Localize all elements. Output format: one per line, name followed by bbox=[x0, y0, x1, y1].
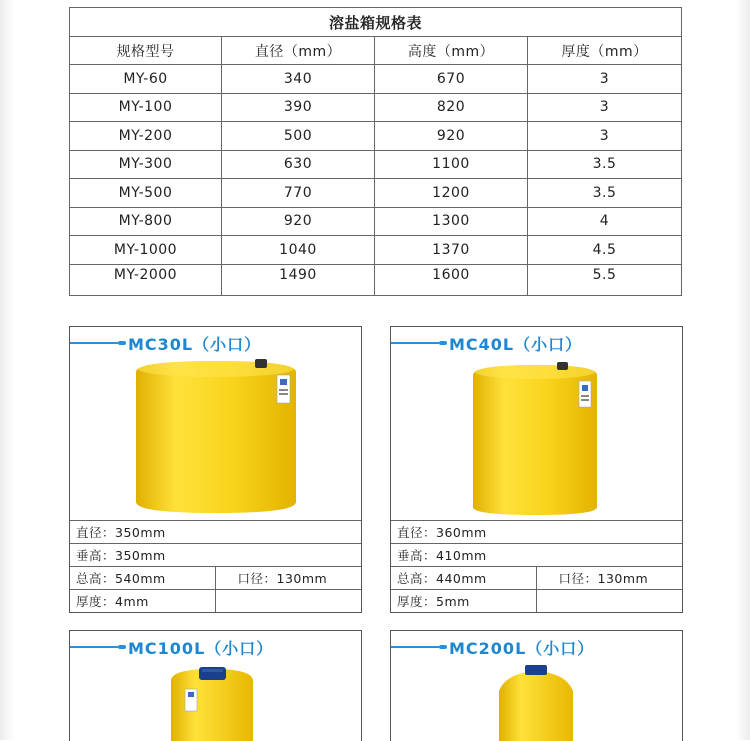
card-title: MC40L（小口） bbox=[449, 335, 583, 354]
accent-line-end bbox=[439, 645, 447, 649]
accent-line bbox=[70, 646, 118, 648]
vertical-height-text: 垂高：410mm bbox=[391, 544, 682, 567]
card-spec-table bbox=[70, 520, 361, 612]
cell-height: 1200 bbox=[375, 179, 528, 208]
table-row bbox=[70, 93, 682, 122]
cell-model: MY-1000 bbox=[70, 236, 222, 265]
cell-model: MY-100 bbox=[70, 93, 222, 122]
yellow-tank-icon bbox=[70, 357, 361, 520]
cell-model: MY-300 bbox=[70, 150, 222, 179]
opening-text: 口径：130mm bbox=[215, 567, 361, 590]
tank-image bbox=[70, 357, 361, 520]
cell-model: MY-60 bbox=[70, 65, 222, 94]
cell-diameter: 340 bbox=[222, 65, 375, 94]
accent-line-end bbox=[439, 341, 447, 345]
cell-diameter: 630 bbox=[222, 150, 375, 179]
accent-line-end bbox=[118, 645, 126, 649]
cell-diameter: 1040 bbox=[222, 236, 375, 265]
total-height-text: 总高：540mm bbox=[70, 567, 215, 590]
cell-diameter: 920 bbox=[222, 207, 375, 236]
total-height-text: 总高：440mm bbox=[391, 567, 536, 590]
cell-height: 920 bbox=[375, 122, 528, 151]
cell-thickness: 4 bbox=[528, 207, 682, 236]
empty-cell bbox=[215, 590, 361, 613]
card-title: MC200L（小口） bbox=[449, 639, 595, 658]
yellow-tank-icon bbox=[70, 661, 361, 741]
table-row bbox=[70, 236, 682, 265]
accent-line bbox=[70, 342, 118, 344]
cell-thickness: 3 bbox=[528, 122, 682, 151]
cell-height: 1300 bbox=[375, 207, 528, 236]
diameter-text: 直径：350mm bbox=[70, 521, 361, 544]
cell-height: 670 bbox=[375, 65, 528, 94]
card-spec-table bbox=[391, 520, 682, 612]
accent-line-end bbox=[118, 341, 126, 345]
accent-line bbox=[391, 342, 439, 344]
diameter-text: 直径：360mm bbox=[391, 521, 682, 544]
product-card-mc30l bbox=[69, 326, 362, 613]
cell-model: MY-800 bbox=[70, 207, 222, 236]
tank-image bbox=[391, 357, 682, 520]
cell-thickness: 3.5 bbox=[528, 179, 682, 208]
right-edge-shade bbox=[736, 0, 750, 740]
header-height: 高度（mm） bbox=[375, 37, 528, 65]
cell-thickness: 3.5 bbox=[528, 150, 682, 179]
card-header bbox=[391, 327, 682, 357]
cell-diameter: 1490 bbox=[222, 264, 375, 295]
thickness-text: 厚度：5mm bbox=[391, 590, 536, 613]
table-row bbox=[70, 207, 682, 236]
cell-thickness: 5.5 bbox=[528, 264, 682, 295]
cell-height: 1600 bbox=[375, 264, 528, 295]
vertical-height-text: 垂高：350mm bbox=[70, 544, 361, 567]
header-thickness: 厚度（mm） bbox=[528, 37, 682, 65]
cell-model: MY-500 bbox=[70, 179, 222, 208]
opening-text: 口径：130mm bbox=[536, 567, 682, 590]
cell-diameter: 390 bbox=[222, 93, 375, 122]
spec-table bbox=[69, 7, 682, 296]
card-header bbox=[391, 631, 682, 661]
card-title: MC30L（小口） bbox=[128, 335, 262, 354]
thickness-text: 厚度：4mm bbox=[70, 590, 215, 613]
table-row bbox=[70, 264, 682, 295]
header-model: 规格型号 bbox=[70, 37, 222, 65]
cell-height: 1370 bbox=[375, 236, 528, 265]
header-diameter: 直径（mm） bbox=[222, 37, 375, 65]
product-card-mc100l bbox=[69, 630, 362, 741]
table-row bbox=[70, 65, 682, 94]
product-card-mc40l bbox=[390, 326, 683, 613]
cell-diameter: 500 bbox=[222, 122, 375, 151]
left-edge-shade bbox=[0, 0, 14, 740]
cell-height: 1100 bbox=[375, 150, 528, 179]
table-row bbox=[70, 179, 682, 208]
table-row bbox=[70, 122, 682, 151]
cell-model: MY-200 bbox=[70, 122, 222, 151]
yellow-tank-icon bbox=[391, 357, 682, 520]
cell-diameter: 770 bbox=[222, 179, 375, 208]
yellow-tank-icon bbox=[391, 661, 682, 741]
card-title: MC100L（小口） bbox=[128, 639, 274, 658]
cell-thickness: 4.5 bbox=[528, 236, 682, 265]
cell-thickness: 3 bbox=[528, 65, 682, 94]
cell-thickness: 3 bbox=[528, 93, 682, 122]
empty-cell bbox=[536, 590, 682, 613]
product-card-mc200l bbox=[390, 630, 683, 741]
cell-height: 820 bbox=[375, 93, 528, 122]
table-row bbox=[70, 150, 682, 179]
spec-table-title: 溶盐箱规格表 bbox=[70, 8, 682, 37]
spec-table-header-row bbox=[70, 37, 682, 65]
cell-model: MY-2000 bbox=[70, 264, 222, 295]
card-header bbox=[70, 327, 361, 357]
card-header bbox=[70, 631, 361, 661]
accent-line bbox=[391, 646, 439, 648]
